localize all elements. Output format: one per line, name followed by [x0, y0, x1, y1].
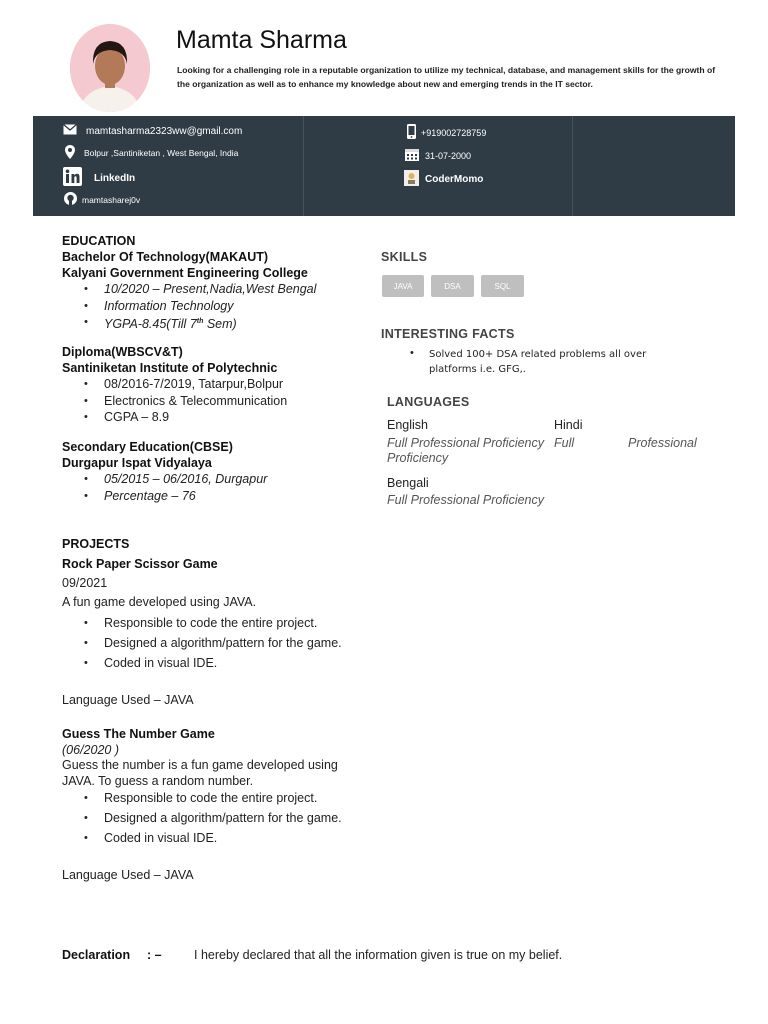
fact-line: Solved 100+ DSA related problems all over — [429, 349, 647, 360]
list-item: • Responsible to code the entire project. — [62, 788, 342, 808]
github-item[interactable] — [64, 192, 140, 207]
skill-badge: JAVA — [382, 275, 424, 297]
list-item: • Designed a algorithm/pattern for the game. — [62, 633, 342, 653]
ygpa-text: YGPA-8.45(Till 7 — [104, 317, 197, 332]
dob-item — [405, 148, 471, 163]
skills-heading: SKILLS — [381, 250, 428, 264]
hindi-proficiency-c: Proficiency — [387, 451, 449, 465]
project1-details — [62, 613, 342, 673]
facts-bullet: • — [410, 347, 414, 359]
project1-title: Rock Paper Scissor Game — [62, 557, 218, 571]
phone-item — [407, 124, 486, 141]
linkedin-icon — [63, 167, 82, 189]
languages-heading: LANGUAGES — [387, 395, 470, 409]
phone-text: +919002728759 — [421, 127, 487, 138]
projects-heading: PROJECTS — [62, 537, 130, 551]
degree2-details — [62, 376, 287, 426]
hindi-proficiency-b: Professional — [628, 436, 697, 450]
phone-icon — [407, 124, 416, 141]
linkedin-link[interactable]: LinkedIn — [94, 172, 136, 184]
education-heading: EDUCATION — [62, 234, 136, 248]
list-item: • Coded in visual IDE. — [62, 828, 342, 848]
list-item: • Coded in visual IDE. — [62, 653, 342, 673]
project2-title: Guess The Number Game — [62, 727, 215, 741]
list-item: • CGPA – 8.9 — [62, 409, 287, 426]
bar-divider — [572, 116, 573, 216]
list-item — [62, 314, 316, 333]
profile-icon — [404, 170, 419, 189]
contact-bar — [33, 116, 735, 216]
email-item[interactable] — [63, 124, 242, 138]
avatar — [70, 24, 150, 112]
list-item: • 08/2016-7/2019, Tatarpur,Bolpur — [62, 376, 287, 393]
github-icon — [64, 192, 77, 207]
english-proficiency: Full Professional Proficiency — [387, 436, 545, 450]
email-text: mamtasharma2323ww@gmail.com — [86, 125, 243, 137]
project2-language: Language Used – JAVA — [62, 868, 194, 882]
facts-heading: INTERESTING FACTS — [381, 327, 515, 341]
address-text: Bolpur ,Santiniketan , West Bengal, India — [84, 148, 239, 158]
linkedin-item[interactable] — [63, 167, 135, 189]
language-bengali: Bengali — [387, 476, 429, 490]
language-english: English — [387, 418, 428, 432]
degree2-title: Diploma(WBSCV&T) — [62, 345, 183, 359]
project1-date: 09/2021 — [62, 576, 108, 590]
declaration-text: I hereby declared that all the information given is true on my belief. — [194, 948, 563, 962]
candidate-name: Mamta Sharma — [176, 26, 347, 54]
list-item: • Responsible to code the entire project. — [62, 613, 342, 633]
project2-date: (06/2020 ) — [62, 743, 119, 757]
list-item: • Percentage – 76 — [62, 488, 267, 505]
degree3-title: Secondary Education(CBSE) — [62, 440, 233, 454]
github-link[interactable]: mamtasharej0v — [82, 194, 141, 205]
profile-link[interactable]: CoderMomo — [425, 174, 484, 185]
profile-item[interactable] — [404, 170, 483, 189]
list-item: • 05/2015 – 06/2016, Durgapur — [62, 471, 267, 488]
profile-photo — [70, 24, 150, 112]
location-icon — [65, 145, 75, 161]
bar-divider — [303, 116, 304, 216]
skill-badge: SQL — [481, 275, 524, 297]
mail-icon — [63, 124, 77, 138]
bengali-proficiency: Full Professional Proficiency — [387, 493, 545, 507]
degree3-details — [62, 471, 267, 504]
skill-badge: DSA — [431, 275, 474, 297]
list-item: • Electronics & Telecommunication — [62, 393, 287, 410]
degree1-school: Kalyani Government Engineering College — [62, 266, 308, 280]
project2-details — [62, 788, 342, 848]
degree3-school: Durgapur Ispat Vidyalaya — [62, 456, 212, 470]
fact-line: platforms i.e. GFG,. — [429, 364, 526, 375]
list-item: • Designed a algorithm/pattern for the game. — [62, 808, 342, 828]
address-item — [65, 145, 238, 161]
declaration-separator: : – — [147, 948, 162, 962]
degree1-details — [62, 281, 316, 333]
project2-desc: JAVA. To guess a random number. — [62, 774, 254, 788]
list-item: • 10/2020 – Present,Nadia,West Bengal — [62, 281, 316, 298]
degree1-title: Bachelor Of Technology(MAKAUT) — [62, 250, 269, 264]
hindi-proficiency-a: Full — [554, 436, 575, 450]
language-hindi: Hindi — [554, 418, 583, 432]
ygpa-end: Sem) — [203, 317, 237, 332]
project1-desc: A fun game developed using JAVA. — [62, 595, 257, 609]
project1-language: Language Used – JAVA — [62, 693, 194, 707]
dob-text: 31-07-2000 — [425, 150, 472, 161]
calendar-icon — [405, 148, 419, 163]
list-item: • Information Technology — [62, 298, 316, 315]
degree2-school: Santiniketan Institute of Polytechnic — [62, 361, 278, 375]
declaration-label: Declaration — [62, 948, 131, 962]
career-objective: Looking for a challenging role in a reputable organization to utilize my technical, database, and management skills for the growth of the organization as well as to enhance my knowledge about new and emerging trends in the IT sector. — [177, 65, 716, 89]
project2-desc: Guess the number is a fun game developed using — [62, 758, 338, 772]
ygpa-sup: th — [196, 318, 204, 325]
fact-item — [429, 347, 646, 377]
